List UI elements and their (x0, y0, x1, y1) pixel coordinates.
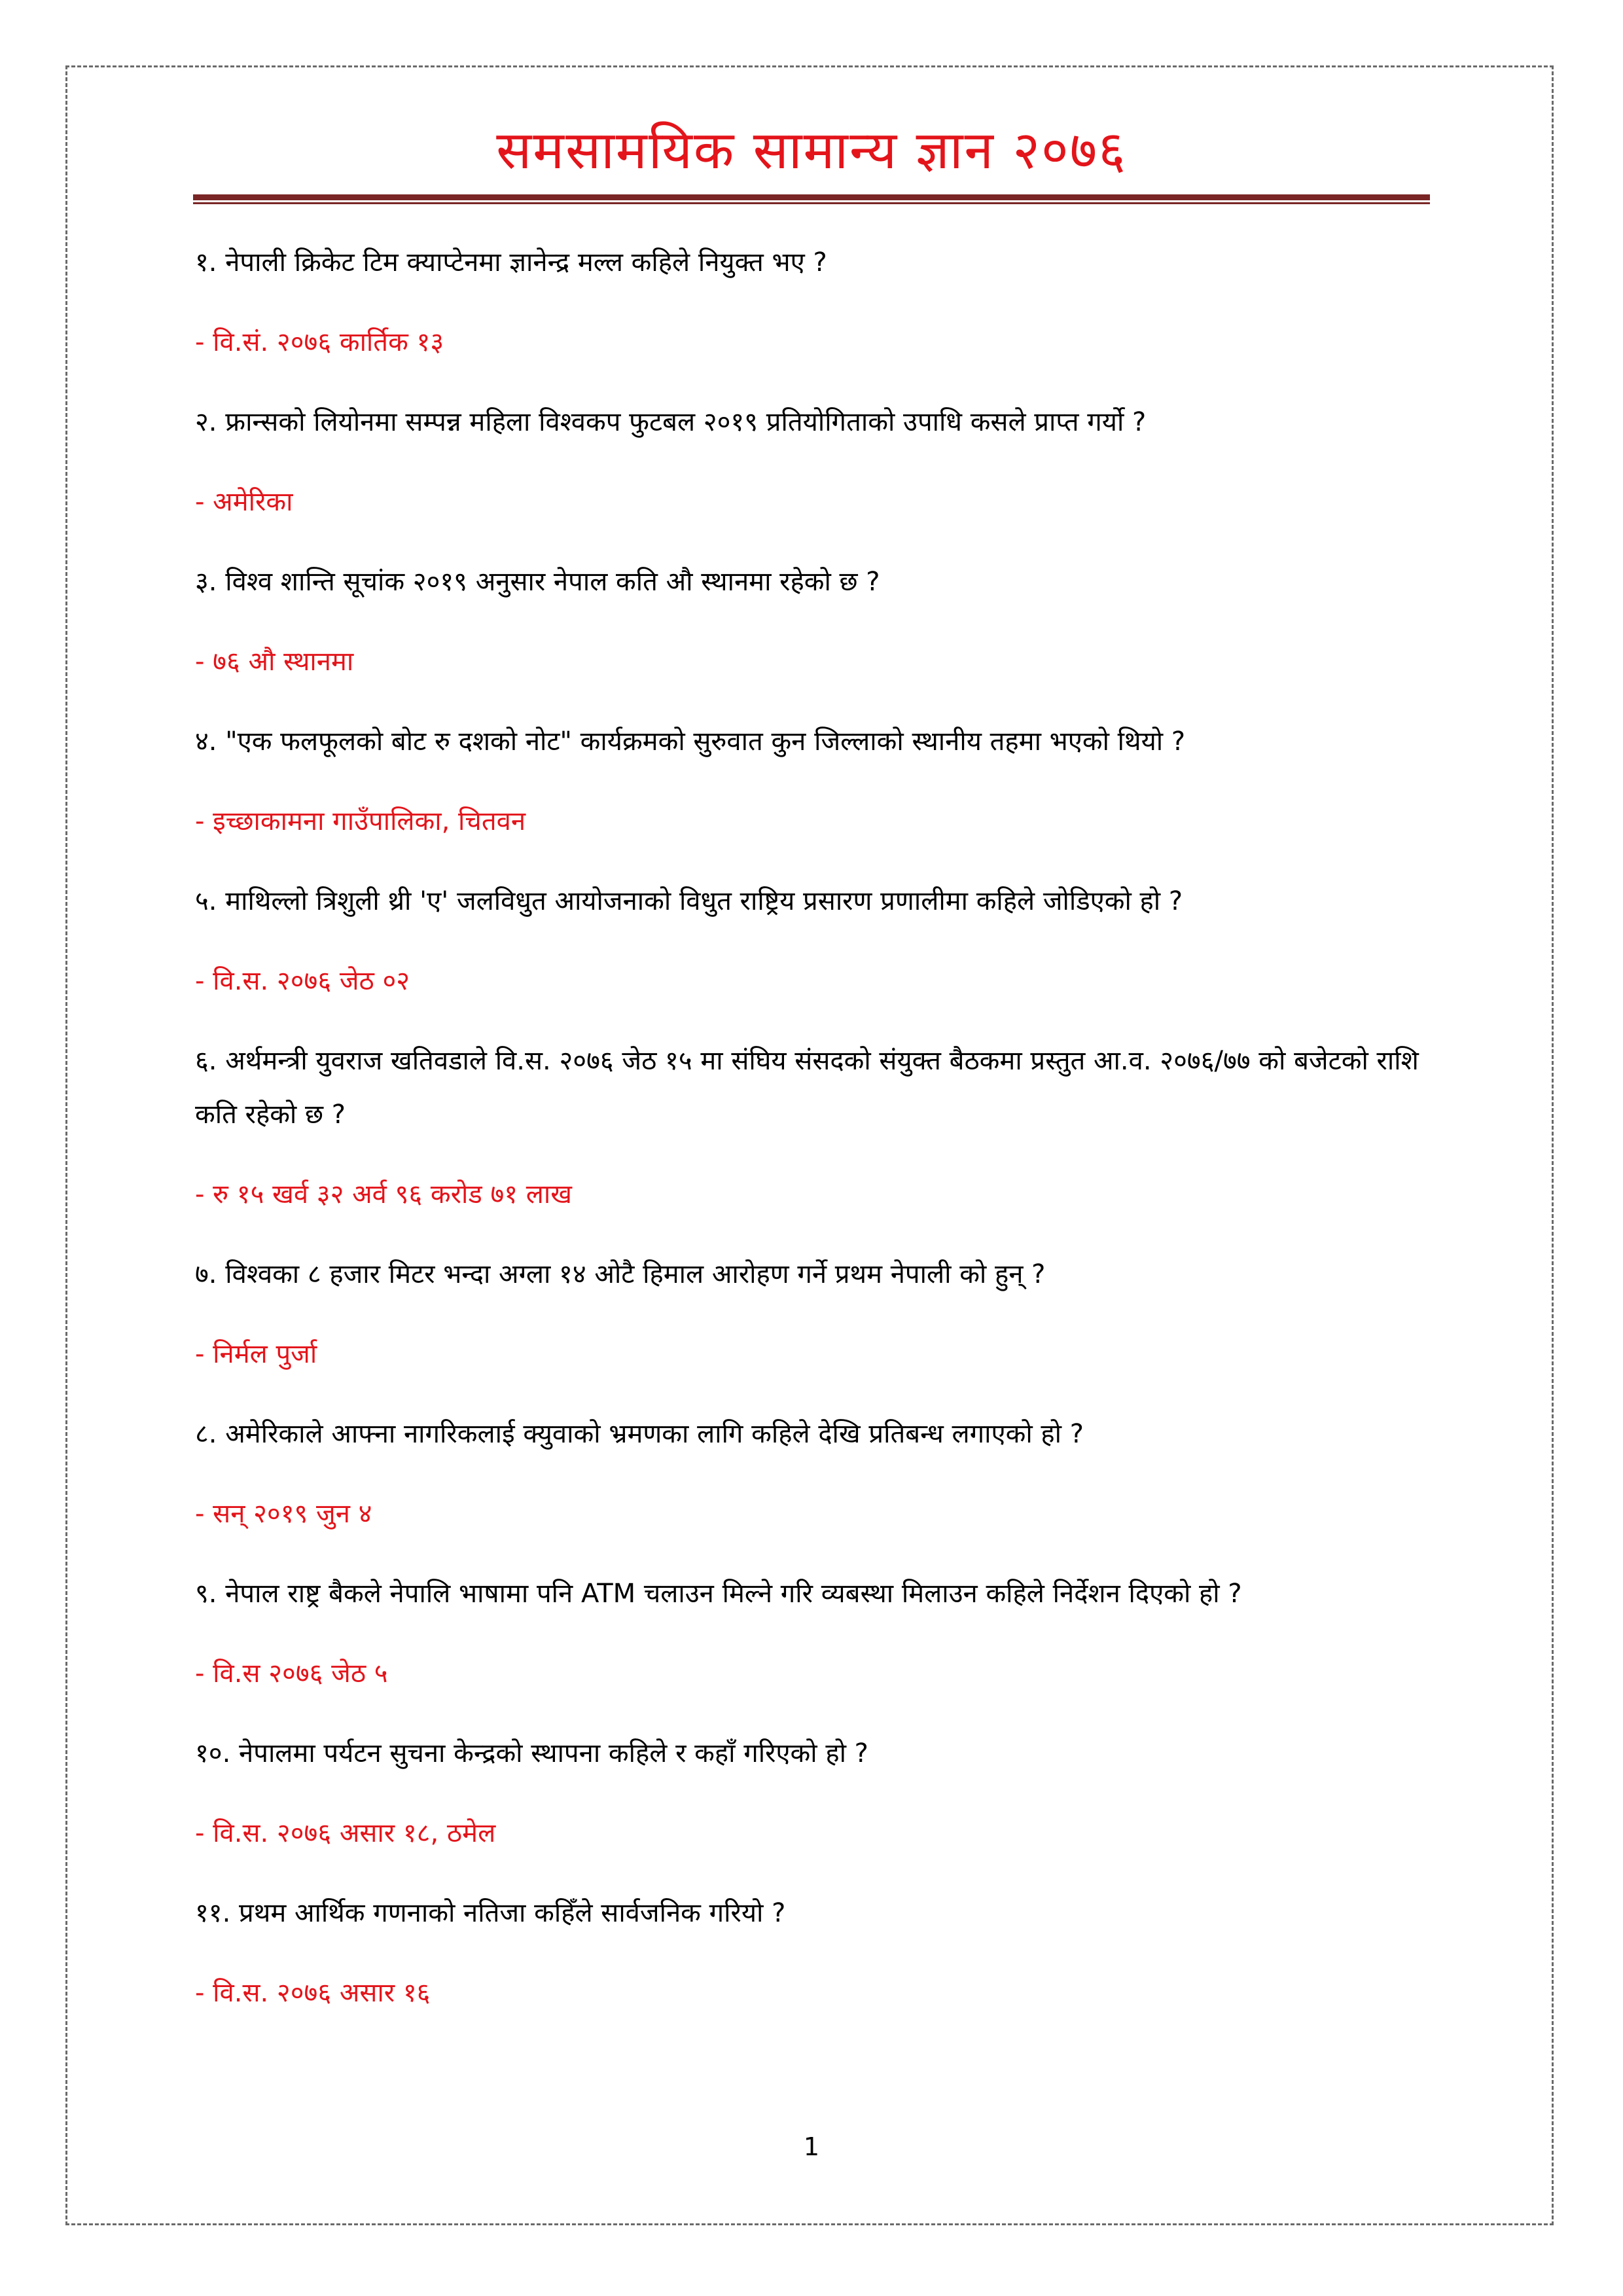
title-underline (193, 194, 1430, 204)
answer-text: - इच्छाकामना गाउँपालिका, चितवन (195, 806, 526, 836)
answer-text: - रु १५ खर्व ३२ अर्व ९६ करोड ७१ लाख (195, 1179, 572, 1210)
question-text: ६. अर्थमन्त्री युवराज खतिवडाले वि.स. २०७६ जेठ १५ मा संघिय संसदको संयुक्त बैठकमा प्रस्तुत आ.व. २०७६/७७ को बजेटको राशि कति रहेको छ ? (195, 1046, 1419, 1130)
answer-text: - वि.स. २०७६ असार १८, ठमेल (195, 1818, 496, 1848)
question-text: १०. नेपालमा पर्यटन सुचना केन्द्रको स्थापना कहिले र कहाँ गरिएको हो ? (195, 1738, 868, 1768)
qa-item (195, 236, 1425, 369)
qa-list (195, 236, 1425, 2046)
qa-item (195, 1567, 1425, 1700)
answer-text: - वि.स २०७६ जेठ ५ (195, 1659, 388, 1689)
qa-item (195, 395, 1425, 529)
question-text: ४. "एक फलफूलको बोट रु दशको नोट" कार्यक्रमको सुरुवात कुन जिल्लाको स्थानीय तहमा भएको थियो ? (195, 726, 1186, 757)
question-text: २. फ्रान्सको लियोनमा सम्पन्न महिला विश्वकप फुटबल २०१९ प्रतियोगिताको उपाधि कसले प्राप्त गर्यो ? (195, 407, 1147, 437)
question-text: ५. माथिल्लो त्रिशुली थ्री 'ए' जलविधुत आयोजनाको विधुत राष्ट्रिय प्रसारण प्रणालीमा कहिले जोडिएको हो ? (195, 886, 1183, 916)
question-text: ९. नेपाल राष्ट्र बैकले नेपालि भाषामा पनि ATM चलाउन मिल्ने गरि व्यबस्था मिलाउन कहिले निर्देशन दिएको हो ? (195, 1579, 1242, 1609)
page-title: समसामयिक सामान्य ज्ञान २०७६ (496, 120, 1127, 181)
qa-item (195, 715, 1425, 848)
qa-item (195, 1886, 1425, 2020)
answer-text: - वि.सं. २०७६ कार्तिक १३ (195, 327, 444, 357)
answer-text: - अमेरिका (195, 487, 293, 517)
page-number: 1 (803, 2132, 820, 2161)
answer-text: - निर्मल पुर्जा (195, 1339, 317, 1369)
qa-item (195, 1247, 1425, 1381)
question-text: ८. अमेरिकाले आफ्ना नागरिकलाई क्युवाको भ्रमणका लागि कहिले देखि प्रतिबन्ध लगाएको हो ? (195, 1419, 1084, 1449)
qa-item (195, 555, 1425, 689)
answer-text: - सन् २०१९ जुन ४ (195, 1499, 372, 1529)
question-text: ११. प्रथम आर्थिक गणनाको नतिजा कहिँले सार्वजनिक गरियो ? (195, 1898, 786, 1928)
qa-item (195, 1727, 1425, 1860)
answer-text: - वि.स. २०७६ असार १६ (195, 1978, 431, 2008)
qa-item (195, 874, 1425, 1008)
answer-text: - वि.स. २०७६ जेठ ०२ (195, 966, 410, 996)
question-text: १. नेपाली क्रिकेट टिम क्याप्टेनमा ज्ञानेन्द्र मल्ल कहिले नियुक्त भए ? (195, 247, 827, 278)
qa-item (195, 1034, 1425, 1221)
qa-item (195, 1407, 1425, 1541)
question-text: ३. विश्व शान्ति सूचांक २०१९ अनुसार नेपाल कति औ स्थानमा रहेको छ ? (195, 567, 880, 597)
question-text: ७. विश्वका ८ हजार मिटर भन्दा अग्ला १४ ओटै हिमाल आरोहण गर्ने प्रथम नेपाली को हुन् ? (195, 1259, 1046, 1289)
answer-text: - ७६ औ स्थानमा (195, 647, 354, 677)
